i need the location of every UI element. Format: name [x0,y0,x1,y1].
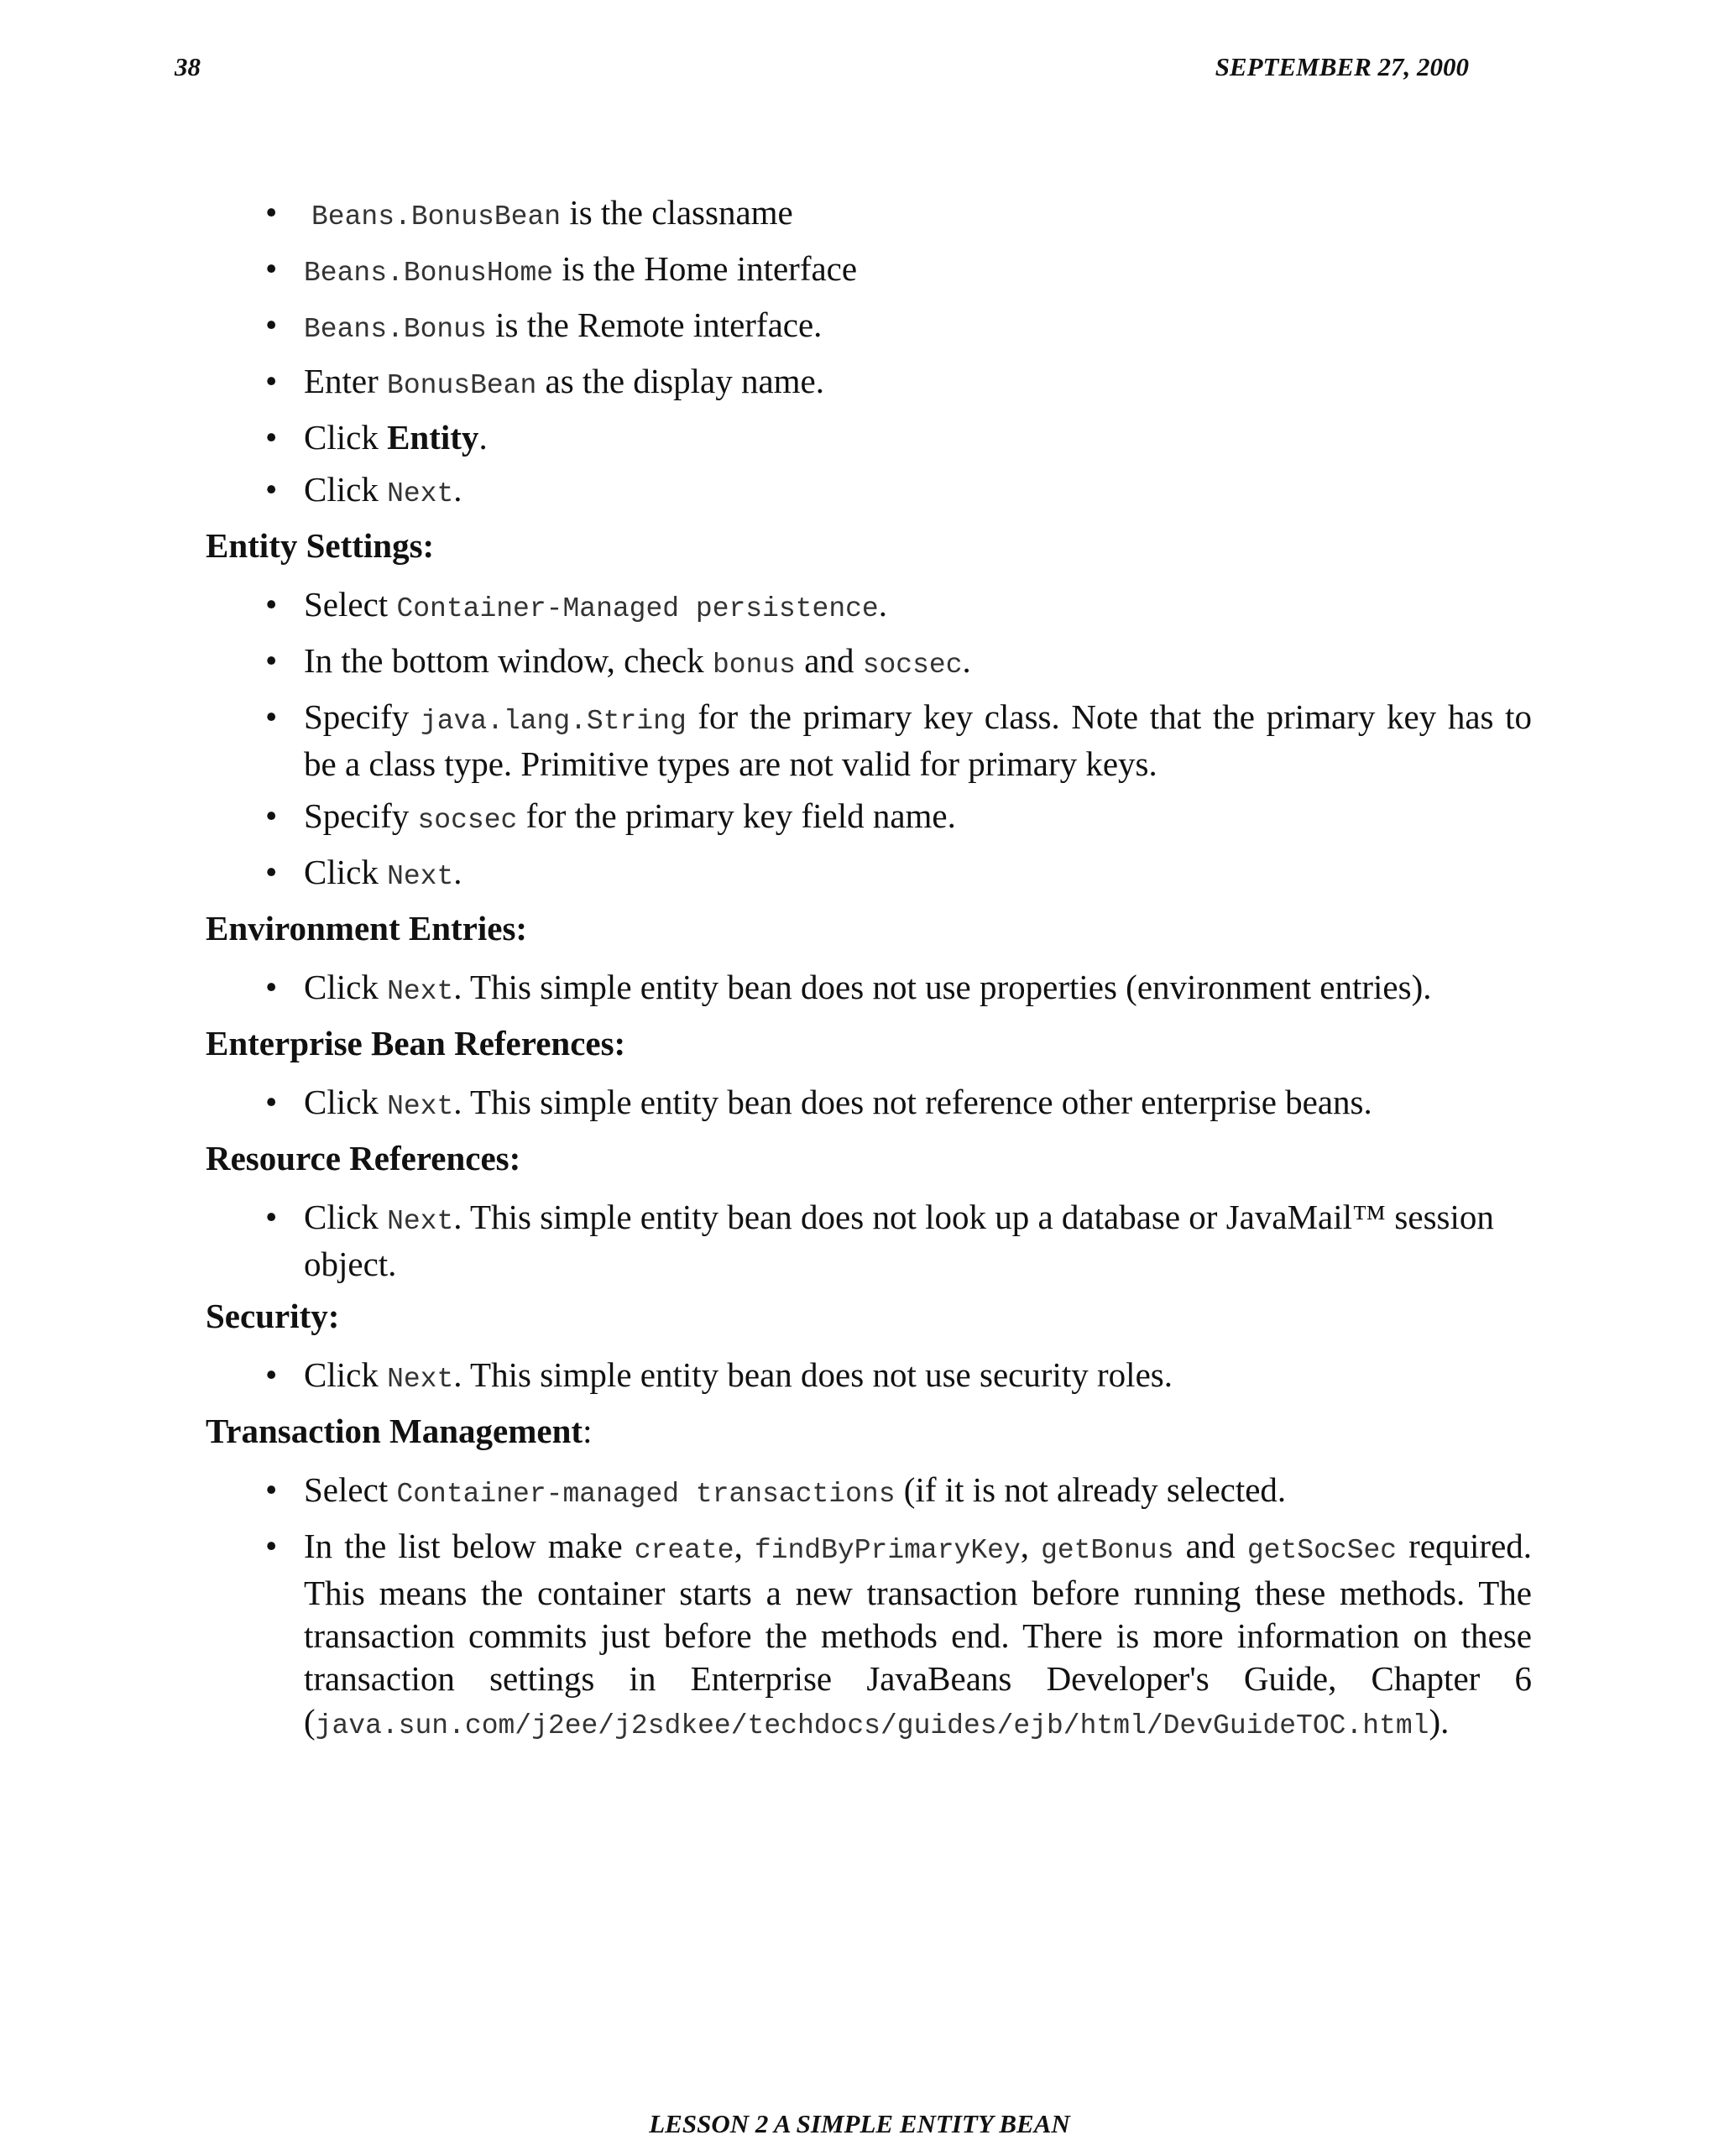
item-prefix: Specify [304,697,421,736]
separator: , [1020,1527,1042,1565]
item-text: as the display name. [536,362,824,400]
item-prefix: Click [304,1198,388,1236]
item-text: for the primary key field name. [517,796,956,835]
section-heading-entity-settings: Entity Settings: [206,526,435,565]
item-prefix: Click [304,418,388,457]
code-text: Next [387,478,454,509]
item-text: . This simple entity bean does not look up a database or JavaMail™ session object. [304,1198,1494,1283]
environment-entries-list [206,966,1532,1013]
list-item [304,304,1532,351]
code-text: socsec [417,805,518,836]
code-text: bonus [712,650,796,681]
item-text: . [453,470,462,509]
item-text: is the Home interface [553,249,858,288]
heading-text: Transaction Management [206,1412,583,1450]
item-text: . This simple entity bean does not use properties (environment entries). [453,968,1432,1006]
enterprise-bean-references-list [206,1081,1532,1128]
code-text: java.lang.String [420,706,687,737]
section-heading-enterprise-bean-references: Enterprise Bean References: [206,1024,626,1062]
item-text: . This simple entity bean does not use security roles. [453,1355,1173,1394]
item-prefix: Click [304,470,388,509]
url-text: java.sun.com/j2ee/j2sdkee/techdocs/guides/ejb/html/DevGuideTOC.html [315,1710,1429,1741]
list-item [304,191,1532,238]
page-footer: LESSON 2 A SIMPLE ENTITY BEAN [649,2109,1070,2138]
section-heading-security: Security: [206,1297,340,1335]
list-item [304,1196,1532,1286]
intro-list [206,191,1532,515]
code-text: Container-Managed persistence [396,593,879,624]
list-item [304,696,1532,786]
list-item [304,1081,1532,1128]
list-item [304,468,1532,515]
item-connector: and [796,641,863,680]
item-text: . [962,641,971,680]
code-text: create [634,1535,734,1566]
list-item [304,416,1532,459]
separator: , [734,1527,755,1565]
code-text: findByPrimaryKey [754,1535,1021,1566]
heading-colon: : [583,1412,593,1450]
security-list [206,1354,1532,1401]
code-text: Beans.Bonus [304,314,487,345]
document-body [206,191,1532,1757]
item-prefix: Click [304,1355,388,1394]
item-text: . [453,853,462,891]
code-text: Next [387,1091,454,1122]
list-item [304,1525,1532,1747]
code-text: socsec [862,650,963,681]
list-item [304,639,1532,686]
list-item [304,1354,1532,1401]
code-text: Beans.BonusBean [311,201,562,232]
item-text: (if it is not already selected. [895,1470,1287,1509]
list-item [304,966,1532,1013]
separator: and [1173,1527,1247,1565]
item-prefix: Click [304,853,388,891]
code-text: Next [387,861,454,892]
code-text: Beans.BonusHome [304,258,554,289]
item-text: . [478,418,488,457]
code-text: Next [387,976,454,1007]
code-text: Next [387,1206,454,1237]
bold-term: Entity [387,418,479,457]
code-text: BonusBean [387,370,537,401]
code-text: Next [387,1364,454,1395]
item-text: is the Remote interface. [486,305,823,344]
code-text: Container-managed transactions [396,1479,896,1510]
section-heading-transaction-management [206,1410,1532,1453]
list-item [304,248,1532,295]
page-date: SEPTEMBER 27, 2000 [1215,52,1469,81]
item-prefix: Enter [304,362,388,400]
item-prefix: Click [304,1083,388,1121]
list-item [304,583,1532,630]
code-text: getBonus [1041,1535,1174,1566]
list-item [304,1469,1532,1516]
item-prefix: Select [304,585,397,624]
item-prefix: Specify [304,796,418,835]
item-text: required. This means the container starts a new transaction before running these methods. The transaction commits just before the methods end. There is more information on these transaction settings in Enterprise JavaBeans Developer's Guide, Chapter 6 ( [304,1527,1533,1741]
item-prefix: In the bottom window, check [304,641,713,680]
transaction-management-list [206,1469,1532,1747]
list-item [304,795,1532,842]
resource-references-list [206,1196,1532,1286]
code-text: getSocSec [1246,1535,1398,1566]
item-text: . This simple entity bean does not reference other enterprise beans. [453,1083,1372,1121]
list-item [304,851,1532,898]
item-text: . [878,585,887,624]
item-prefix: Select [304,1470,397,1509]
item-text: for the primary key class. Note that the primary key has to be a class type. Primitive types are not valid for primary keys. [304,697,1533,783]
item-prefix: In the list below make [304,1527,635,1565]
section-heading-resource-references: Resource References: [206,1139,521,1177]
entity-settings-list [206,583,1532,898]
list-item [304,360,1532,407]
item-text: is the classname [561,193,793,232]
section-heading-environment-entries: Environment Entries: [206,909,528,947]
item-prefix: Click [304,968,388,1006]
page-number: 38 [175,52,201,81]
item-end: ). [1429,1702,1450,1741]
